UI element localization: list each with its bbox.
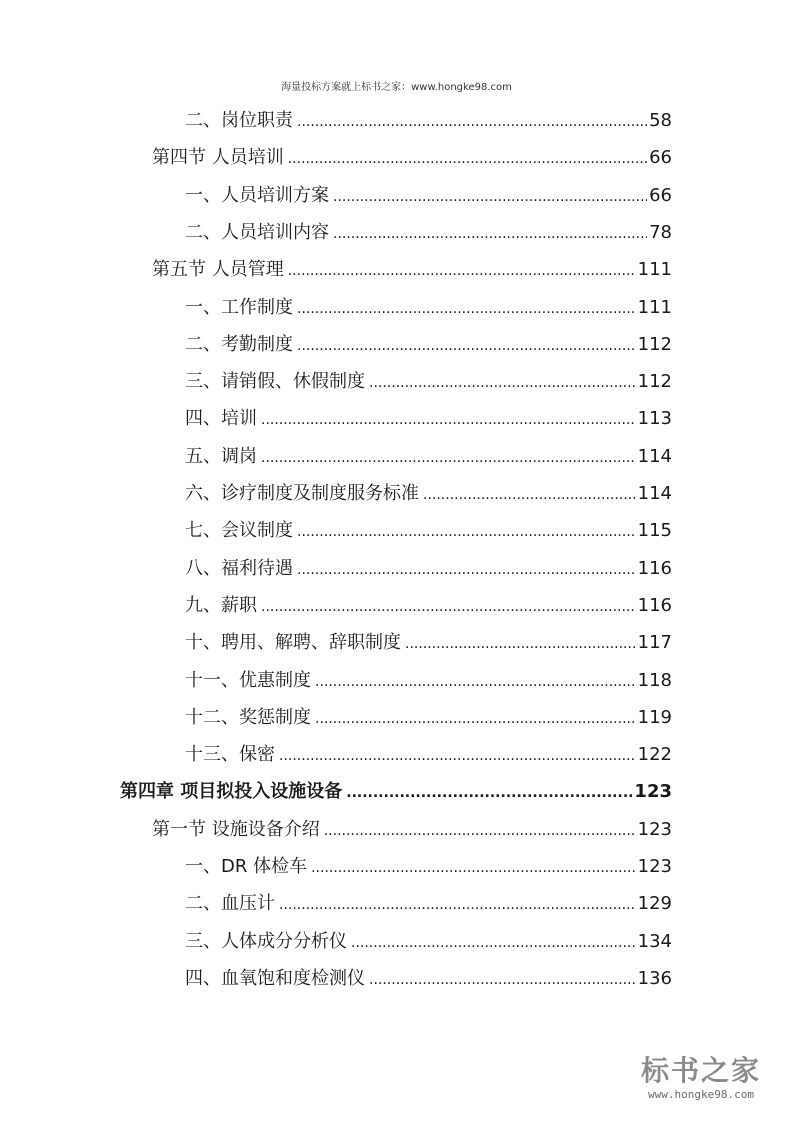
toc-leader-dots	[311, 855, 636, 881]
toc-leader-dots	[351, 930, 636, 956]
toc-entry-label: 第四章 项目拟投入设施设备	[120, 781, 343, 803]
toc-entry[interactable]	[185, 444, 672, 470]
toc-leader-dots	[315, 669, 636, 695]
toc-leader-dots	[346, 780, 632, 806]
toc-entry[interactable]	[185, 742, 672, 768]
toc-entry-label: 二、人员培训内容	[185, 221, 329, 243]
toc-entry-page-number: 118	[637, 669, 672, 691]
toc-entry-label: 十三、保密	[185, 744, 275, 766]
toc-entry[interactable]	[185, 220, 672, 246]
toc-entry[interactable]	[152, 257, 672, 283]
toc-leader-dots	[297, 519, 636, 545]
toc-entry-page-number: 66	[649, 184, 672, 206]
brand-url: www.hongke98.com	[648, 1088, 754, 1101]
toc-entry[interactable]	[185, 966, 672, 992]
toc-entry-page-number: 123	[634, 781, 672, 803]
toc-entry[interactable]	[185, 668, 672, 694]
toc-leader-dots	[315, 706, 636, 732]
brand-name: 标书之家	[640, 1054, 761, 1087]
toc-leader-dots	[261, 594, 636, 620]
toc-entry-label: 一、工作制度	[185, 296, 293, 318]
toc-entry-page-number: 58	[649, 110, 672, 131]
toc-entry-page-number: 119	[637, 706, 672, 728]
toc-entry-page-number: 66	[649, 147, 672, 169]
toc-entry[interactable]	[185, 183, 672, 209]
toc-entry-page-number: 111	[637, 296, 672, 318]
toc-entry-page-number: 136	[637, 967, 672, 989]
toc-leader-dots	[405, 631, 636, 657]
toc-leader-dots	[261, 445, 636, 471]
toc-entry-label: 九、薪职	[185, 594, 257, 616]
toc-entry[interactable]	[152, 145, 672, 171]
toc-entry-page-number: 134	[637, 930, 672, 952]
toc-entry-label: 二、考勤制度	[185, 333, 293, 355]
toc-entry[interactable]	[185, 556, 672, 582]
toc-entry[interactable]	[185, 406, 672, 432]
toc-leader-dots	[288, 258, 636, 284]
toc-entry[interactable]	[185, 593, 672, 619]
toc-entry-label: 五、调岗	[185, 445, 257, 467]
toc-entry[interactable]	[152, 817, 672, 843]
toc-leader-dots	[333, 221, 647, 247]
toc-entry[interactable]	[185, 929, 672, 955]
toc-entry-label: 四、血氧饱和度检测仪	[185, 967, 365, 989]
toc-entry[interactable]	[185, 481, 672, 507]
toc-entry-label: 第五节 人员管理	[152, 259, 284, 281]
toc-entry-page-number: 123	[637, 818, 672, 840]
toc-entry[interactable]	[120, 779, 672, 805]
toc-entry[interactable]	[185, 332, 672, 358]
toc-entry-label: 二、岗位职责	[185, 110, 293, 131]
toc-leader-dots	[297, 109, 647, 135]
toc-entry-label: 一、人员培训方案	[185, 184, 329, 206]
toc-entry-label: 七、会议制度	[185, 520, 293, 542]
toc-entry-label: 十、聘用、解聘、辞职制度	[185, 632, 401, 654]
toc-entry[interactable]	[185, 630, 672, 656]
toc-entry-label: 一、DR 体检车	[185, 856, 308, 877]
toc-entry-label: 六、诊疗制度及制度服务标准	[185, 483, 419, 504]
toc-leader-dots	[279, 743, 636, 769]
toc-entry-page-number: 117	[637, 632, 672, 654]
toc-leader-dots	[297, 333, 636, 359]
toc-leader-dots	[297, 557, 636, 583]
toc-entry-page-number: 115	[637, 520, 672, 542]
toc-leader-dots	[324, 818, 636, 844]
toc-entry-page-number: 116	[637, 557, 672, 579]
toc-entry[interactable]	[185, 369, 672, 395]
toc-entry-label: 第四节 人员培训	[152, 147, 284, 169]
toc-entry-label: 八、福利待遇	[185, 557, 293, 579]
page-header: 海量投标方案就上标书之家：www.hongke98.com	[281, 82, 512, 93]
toc-entry[interactable]	[185, 854, 672, 880]
toc-leader-dots	[333, 184, 647, 210]
toc-entry[interactable]	[185, 518, 672, 544]
toc-entry-page-number: 116	[637, 594, 672, 616]
brand-logo	[631, 1054, 771, 1102]
toc-entry-label: 十二、奖惩制度	[185, 706, 311, 728]
toc-leader-dots	[261, 407, 636, 433]
toc-leader-dots	[369, 967, 636, 993]
toc-entry-label: 第一节 设施设备介绍	[152, 818, 320, 840]
toc-leader-dots	[369, 370, 636, 396]
toc-leader-dots	[288, 146, 647, 172]
toc-entry-label: 四、培训	[185, 408, 257, 430]
toc-entry-page-number: 114	[637, 445, 672, 467]
toc-leader-dots	[279, 892, 636, 918]
toc-leader-dots	[297, 296, 636, 322]
toc-entry-label: 三、请销假、休假制度	[185, 371, 365, 393]
toc-entry[interactable]	[185, 705, 672, 731]
toc-entry[interactable]	[185, 108, 672, 134]
toc-entry[interactable]	[185, 891, 672, 917]
toc-entry-label: 十一、优惠制度	[185, 669, 311, 691]
toc-entry-page-number: 78	[649, 221, 672, 243]
toc-entry-page-number: 114	[637, 483, 672, 504]
toc-entry-page-number: 129	[637, 893, 672, 915]
toc-entry[interactable]	[185, 295, 672, 321]
toc-leader-dots	[423, 482, 636, 508]
toc-entry-page-number: 113	[637, 408, 672, 430]
toc-entry-page-number: 111	[637, 259, 672, 281]
toc-entry-label: 三、人体成分分析仪	[185, 930, 347, 952]
toc-entry-label: 二、血压计	[185, 893, 275, 915]
toc-entry-page-number: 123	[637, 856, 672, 877]
toc-entry-page-number: 112	[637, 371, 672, 393]
toc-entry-page-number: 122	[637, 744, 672, 766]
toc-entry-page-number: 112	[637, 333, 672, 355]
